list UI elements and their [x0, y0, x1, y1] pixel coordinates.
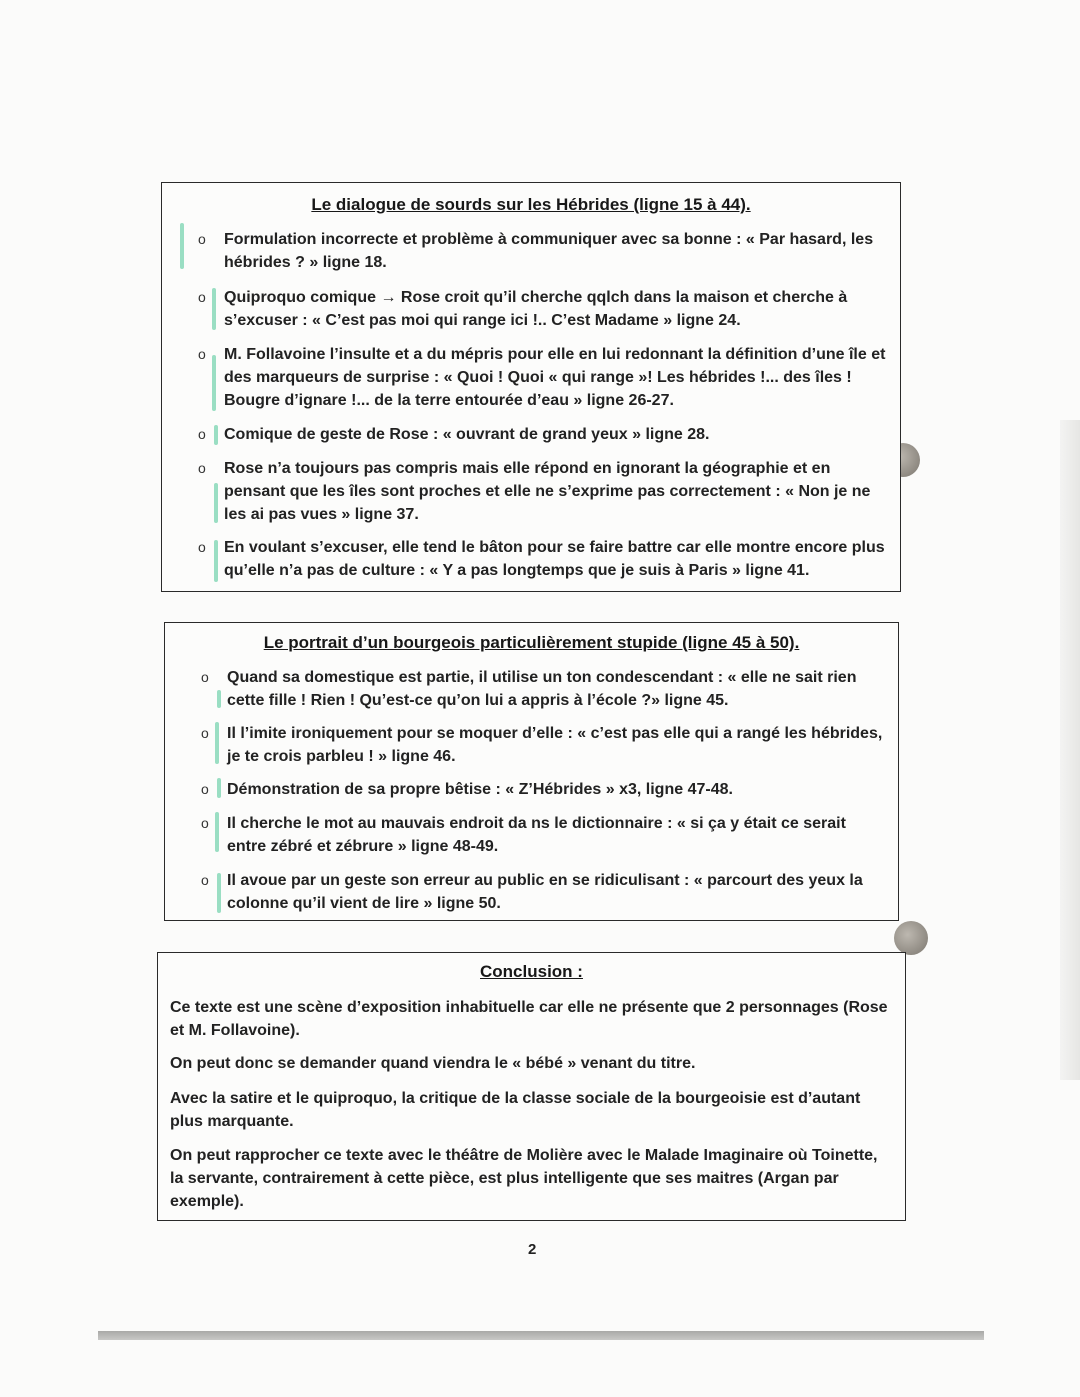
- list-item-text: Il avoue par un geste son erreur au public en se ridiculisant : « parcourt des yeux la colonne qu’il vient de lire » ligne 50.: [227, 872, 863, 912]
- list-item-text: Quiproquo comique → Rose croit qu’il cherche qqlch dans la maison et cherche à s’excuser : « C’est pas moi qui range ici !.. C’est Madame » ligne 24.: [224, 289, 848, 329]
- list-item-text: Il cherche le mot au mauvais endroit da ns le dictionnaire : « si ça y était ce serait entre zébré et zébrure » ligne 48-49.: [227, 815, 846, 855]
- highlight-mark: [180, 223, 184, 269]
- bullet-icon: o: [198, 346, 206, 362]
- highlight-mark: [217, 690, 221, 708]
- list-item-text: En voulant s’excuser, elle tend le bâton pour se faire battre car elle montre encore plus qu’elle n’a pas de culture : « Y a pas longtemps que je suis à Paris » ligne 41.: [224, 539, 885, 579]
- bullet-icon: o: [198, 539, 206, 555]
- highlight-mark: [215, 722, 219, 764]
- page-edge-shadow: [1060, 420, 1080, 1080]
- page-number: 2: [528, 1241, 537, 1258]
- bullet-icon: o: [201, 781, 209, 797]
- list-item-text: Démonstration de sa propre bêtise : « Z’Hébrides » x3, ligne 47-48.: [227, 781, 733, 798]
- highlight-mark: [212, 288, 216, 330]
- page-bottom-edge: [98, 1331, 984, 1340]
- bullet-icon: o: [201, 669, 209, 685]
- punch-hole-bottom: [894, 921, 928, 955]
- section-portrait-box: [164, 622, 899, 921]
- bullet-icon: o: [201, 815, 209, 831]
- list-item-text: Formulation incorrecte et problème à communiquer avec sa bonne : « Par hasard, les hébrides ? » ligne 18.: [224, 231, 874, 271]
- list-item-text: Quand sa domestique est partie, il utilise un ton condescendant : « elle ne sait rien cette fille ! Rien ! Qu’est-ce qu’on lui a appris à l’école ?» ligne 45.: [227, 669, 857, 709]
- bullet-icon: o: [198, 426, 206, 442]
- bullet-icon: o: [198, 231, 206, 247]
- conclusion-box: [157, 952, 906, 1221]
- highlight-mark: [214, 540, 218, 582]
- highlight-mark: [212, 355, 216, 411]
- conclusion-title: Conclusion :: [480, 962, 583, 981]
- highlight-mark: [214, 425, 218, 445]
- bullet-icon: o: [198, 460, 206, 476]
- bullet-icon: o: [198, 289, 206, 305]
- conclusion-paragraph: Avec la satire et le quiproquo, la critique de la classe sociale de la bourgeoisie est d’autant plus marquante.: [170, 1090, 861, 1130]
- conclusion-paragraph: On peut rapprocher ce texte avec le théâtre de Molière avec le Malade Imaginaire où Toinette, la servante, contrairement à cette pièce, est plus intelligente que ses maitres (Argan par exemple).: [170, 1147, 878, 1210]
- conclusion-paragraph: On peut donc se demander quand viendra le « bébé » venant du titre.: [170, 1055, 696, 1072]
- highlight-mark: [215, 812, 219, 852]
- highlight-mark: [217, 873, 221, 913]
- bullet-icon: o: [201, 725, 209, 741]
- section-hebrides-title: Le dialogue de sourds sur les Hébrides (ligne 15 à 44).: [311, 195, 751, 214]
- highlight-mark: [214, 483, 218, 523]
- section-hebrides-box: [161, 182, 901, 592]
- highlight-mark: [217, 778, 221, 798]
- list-item-text: Il l’imite ironiquement pour se moquer d’elle : « c’est pas elle qui a rangé les hébrides, je te crois parbleu ! » ligne 46.: [227, 725, 883, 765]
- list-item-text: M. Follavoine l’insulte et a du mépris pour elle en lui redonnant la définition d’une île et des marqueurs de surprise : « Quoi ! Quoi « qui range »! Les hébrides !... des îles ! Bougre d’ignare !... de la terre entourée d’eau » ligne 26-27.: [224, 346, 886, 409]
- list-item-text: Rose n’a toujours pas compris mais elle répond en ignorant la géographie et en pensant que les îles sont proches et elle ne s’exprime pas correctement : « Non je ne les ai pas vues » ligne 37.: [224, 460, 871, 523]
- bullet-icon: o: [201, 872, 209, 888]
- conclusion-paragraph: Ce texte est une scène d’exposition inhabituelle car elle ne présente que 2 personnages (Rose et M. Follavoine).: [170, 999, 888, 1039]
- list-item-text: Comique de geste de Rose : « ouvrant de grand yeux » ligne 28.: [224, 426, 710, 443]
- section-portrait-title: Le portrait d’un bourgeois particulièrement stupide (ligne 45 à 50).: [263, 633, 800, 652]
